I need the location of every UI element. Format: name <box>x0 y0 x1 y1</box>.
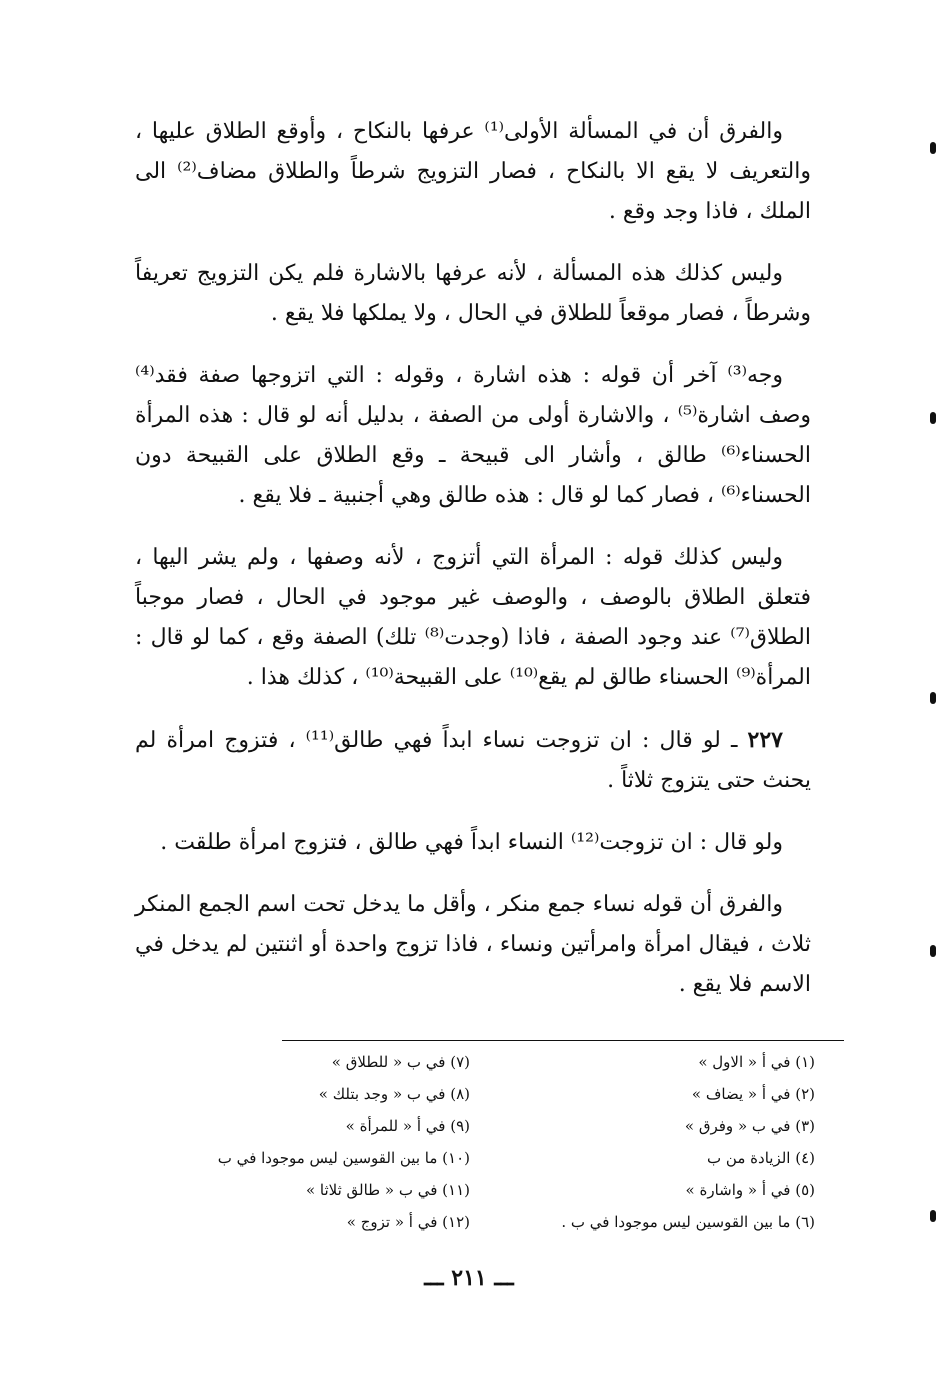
main-text <box>135 112 811 1027</box>
footnote-9: (٩) في أ « للمرأة » <box>345 1117 470 1135</box>
paragraph-1: والفرق أن في المسألة الأولى⁽¹⁾ عرفها بالنكاح ، وأوقع الطلاق عليها ، والتعريف لا يقع الا بالنكاح ، فصار التزويج شرطاً والطلاق مضاف⁽²⁾ الى الملك ، فاذا وجد وقع . <box>135 119 811 224</box>
footnote-12: (١٢) في أ « تزوج » <box>346 1213 470 1231</box>
paragraph-2: وليس كذلك هذه المسألة ، لأنه عرفها بالاشارة فلم يكن التزويج تعريفاً وشرطاً ، فصار موقعاً للطلاق في الحال ، ولا يملكها فلا يقع . <box>135 261 811 326</box>
scan-edge-mark <box>930 1210 936 1222</box>
footnote-11: (١١) في ب « طالق ثلاثا » <box>305 1181 470 1199</box>
scan-edge-mark <box>930 142 936 154</box>
scan-edge-mark <box>930 945 936 957</box>
footnote-10: (١٠) ما بين القوسين ليس موجودا في ب <box>217 1149 470 1167</box>
footnote-8: (٨) في ب « وجد بتلك » <box>318 1085 470 1103</box>
paragraph-7: والفرق أن قوله نساء جمع منكر ، وأقل ما يدخل تحت اسم الجمع المنكر ثلاث ، فيقال امرأة وامرأتين ونساء ، فاذا تزوج واحدة أو اثنتين لم يدخل في الاسم فلا يقع . <box>135 892 811 997</box>
footnotes <box>170 1046 815 1238</box>
footnotes-right-column <box>515 1046 815 1238</box>
paragraph-5-text: ـ لو قال : ان تزوجت نساء ابداً فهي طالق⁽¹¹⁾ ، فتزوج امرأة لم يحنث حتى يتزوج ثلاثاً . <box>135 728 811 793</box>
paragraph-6: ولو قال : ان تزوجت⁽¹²⁾ النساء ابداً فهي طالق ، فتزوج امرأة طلقت . <box>160 830 783 855</box>
footnote-6: (٦) ما بين القوسين ليس موجودا في ب . <box>561 1213 815 1231</box>
footnote-7: (٧) في ب « للطلاق » <box>331 1053 470 1071</box>
footnote-1: (١) في أ « الاول » <box>698 1053 815 1071</box>
footnotes-left-column <box>170 1046 470 1238</box>
footnote-4: (٤) الزيادة من ب <box>707 1149 815 1167</box>
issue-number: ٢٢٧ <box>747 727 783 753</box>
footnote-2: (٢) في أ « يضاف » <box>691 1085 815 1103</box>
scan-edge-mark <box>930 412 936 424</box>
paragraph-5 <box>135 720 811 801</box>
footnote-5: (٥) في أ « واشارة » <box>685 1181 815 1199</box>
paragraph-3: وجه⁽³⁾ آخر أن قوله : هذه اشارة ، وقوله : التي اتزوجها صفة فقد⁽⁴⁾ وصف اشارة⁽⁵⁾ ، والاشارة أولى من الصفة ، بدليل أنه لو قال : هذه المرأة الحسناء⁽⁶⁾ طالق ، وأشار الى قبيحة ـ وقع الطلاق على القبيحة دون الحسناء⁽⁶⁾ ، فصار كما لو قال : هذه طالق وهي أجنبية ـ فلا يقع . <box>135 363 812 508</box>
footnote-3: (٣) في ب « وفرق » <box>684 1117 815 1135</box>
paragraph-4: وليس كذلك قوله : المرأة التي أتزوج ، لأنه وصفها ، ولم يشر اليها ، فتعلق الطلاق بالوصف ، والوصف غير موجود في الحال ، فصار موجباً الطلاق⁽⁷⁾ عند وجود الصفة ، فاذا (وجدت⁽⁸⁾ تلك) الصفة وقع ، كما لو قال : المرأة⁽⁹⁾ الحسناء طالق لم يقع⁽¹⁰⁾ على القبيحة⁽¹⁰⁾ ، كذلك هذا . <box>135 545 811 690</box>
scan-edge-mark <box>930 692 936 704</box>
page-number: ـــ ٢١١ ـــ <box>424 1265 514 1291</box>
footnote-divider <box>282 1040 844 1041</box>
